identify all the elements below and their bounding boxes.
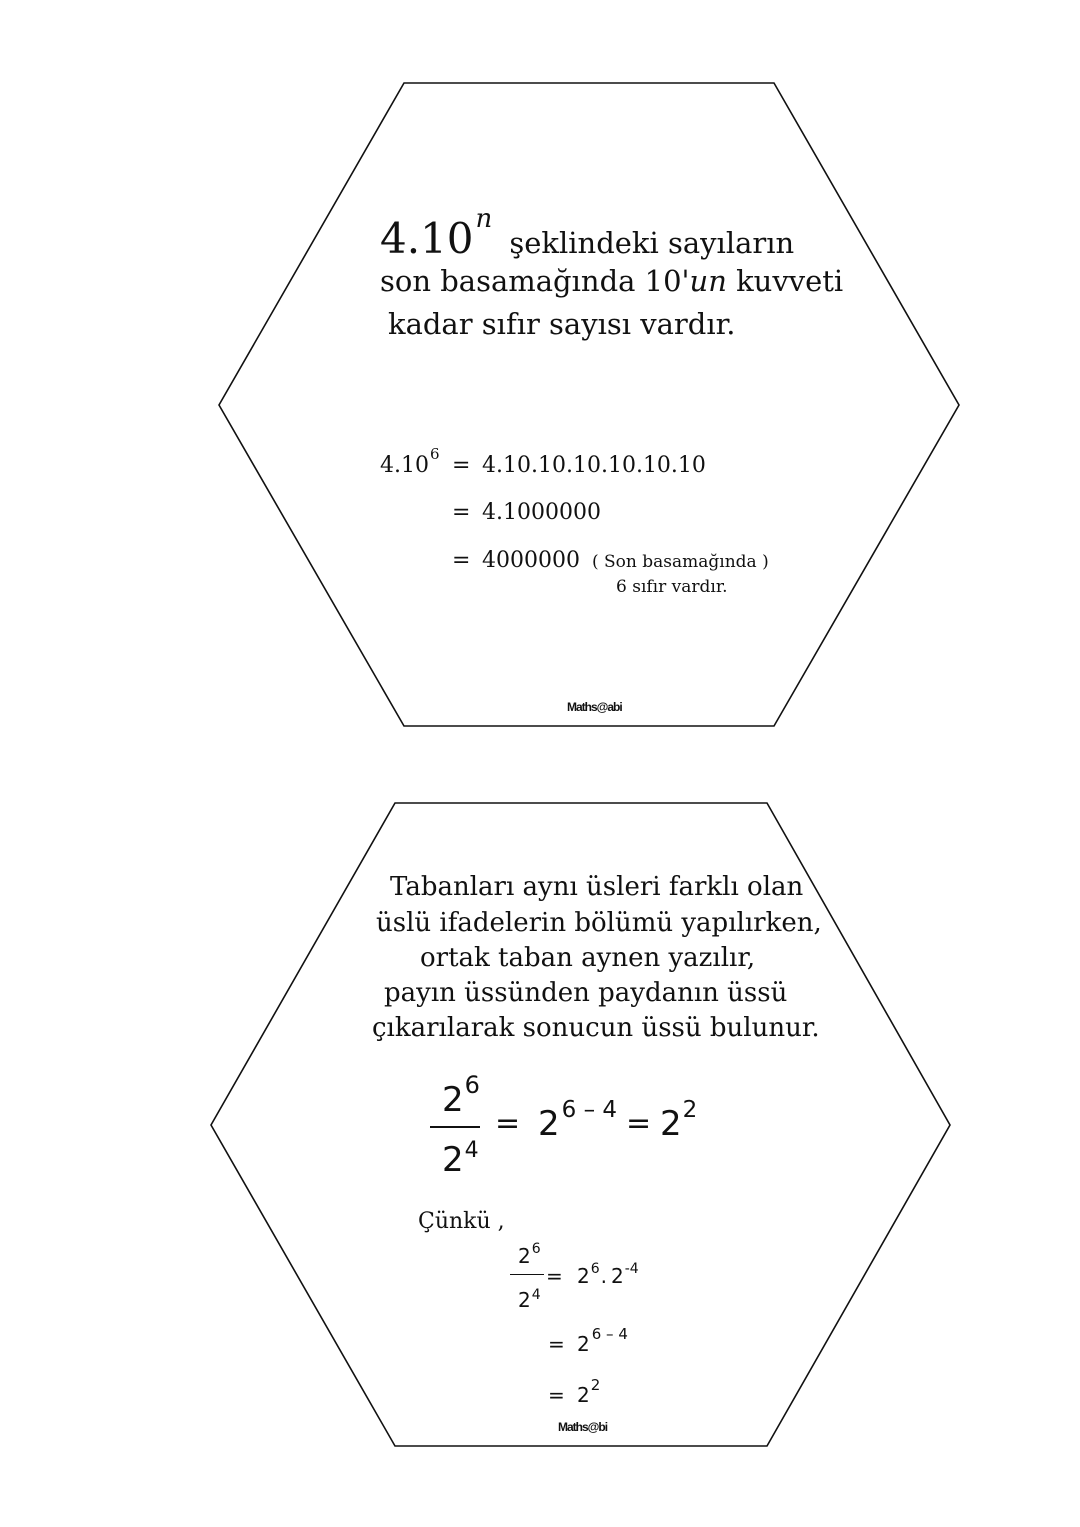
formula-numerator (442, 1071, 480, 1120)
proof-eq-1: = (546, 1264, 563, 1288)
example-step-2: 4.1000000 (482, 500, 601, 525)
rule-line-1-text: şeklindeki sayıların (509, 226, 795, 260)
proof-eq-3: = (548, 1383, 565, 1407)
proof-b-exp: -4 (624, 1261, 639, 1277)
proof-denominator (518, 1287, 541, 1312)
rule-exponent: n (475, 204, 493, 234)
formula-mid (538, 1097, 618, 1144)
example-lhs-exp: 6 (429, 445, 440, 463)
formula-eq-2: = (626, 1106, 652, 1141)
watermark-2: Maths@bi (558, 1420, 608, 1434)
proof-d-exp: 2 (590, 1376, 601, 1394)
rule-line-1 (380, 204, 795, 263)
formula-num-exp: 6 (464, 1071, 480, 1099)
rule2-line-5: çıkarılarak sonucun üssü bulunur. (372, 1013, 820, 1043)
proof-a-exp: 6 (590, 1261, 600, 1277)
proof-eq-2: = (548, 1332, 565, 1356)
proof-den-exp: 4 (531, 1287, 541, 1303)
proof-c-exp: 6 – 4 (591, 1325, 628, 1343)
proof-fraction-bar (510, 1274, 544, 1275)
rule-line-2-post: kuvveti (726, 264, 844, 298)
proof-den-base: 2 (518, 1288, 531, 1312)
because-label: Çünkü , (418, 1209, 505, 1234)
proof-num-base: 2 (518, 1244, 531, 1268)
example-step-1: 4.10.10.10.10.10.10 (482, 453, 706, 478)
rule-line-2-ital: un (689, 264, 727, 298)
example-step-3: 4000000 (482, 548, 580, 573)
formula-denominator (442, 1138, 479, 1180)
proof-d-base: 2 (577, 1383, 590, 1407)
watermark-1: Maths@abi (567, 700, 622, 714)
rule2-line-4: payın üssünden paydanın üssü (384, 978, 788, 1008)
formula-eq-1: = (495, 1106, 521, 1141)
formula-result (660, 1097, 698, 1144)
formula-mid-base: 2 (538, 1104, 560, 1144)
formula-res-base: 2 (660, 1104, 682, 1144)
example-eq-1: = (452, 453, 471, 478)
proof-c-base: 2 (577, 1332, 590, 1356)
example-eq-3: = (452, 548, 471, 573)
example-note-2: 6 sıfır vardır. (616, 577, 728, 597)
rule-line-2 (380, 264, 844, 298)
hexagon-card-1 (219, 83, 959, 726)
rule-line-2-pre: son basamağında 10' (380, 264, 690, 298)
rule-base: 4.10 (380, 214, 474, 263)
rule2-line-2: üslü ifadelerin bölümü yapılırken, (376, 908, 822, 938)
proof-numerator (518, 1241, 541, 1268)
example-lhs (380, 445, 440, 478)
proof-b-base: 2 (611, 1264, 624, 1288)
proof-step-2 (577, 1325, 628, 1356)
rule2-line-1: Tabanları aynı üsleri farklı olan (390, 872, 804, 902)
example-lhs-base: 4.10 (380, 453, 429, 478)
formula-den-exp: 4 (464, 1138, 479, 1163)
proof-step-1 (577, 1261, 639, 1288)
example-note-1: ( Son basamağında ) (592, 552, 769, 572)
proof-a-base: 2 (577, 1264, 590, 1288)
proof-num-exp: 6 (531, 1241, 541, 1257)
example-eq-2: = (452, 500, 471, 525)
rule2-line-3: ortak taban aynen yazılır, (420, 943, 756, 973)
formula-fraction-bar (430, 1126, 480, 1128)
formula-den-base: 2 (442, 1140, 464, 1180)
formula-res-exp: 2 (682, 1097, 698, 1123)
rule-line-3: kadar sıfır sayısı vardır. (388, 307, 736, 341)
proof-step-3 (577, 1376, 601, 1407)
proof-dot: . (600, 1264, 608, 1288)
formula-num-base: 2 (442, 1080, 464, 1120)
formula-mid-exp: 6 – 4 (561, 1097, 618, 1123)
